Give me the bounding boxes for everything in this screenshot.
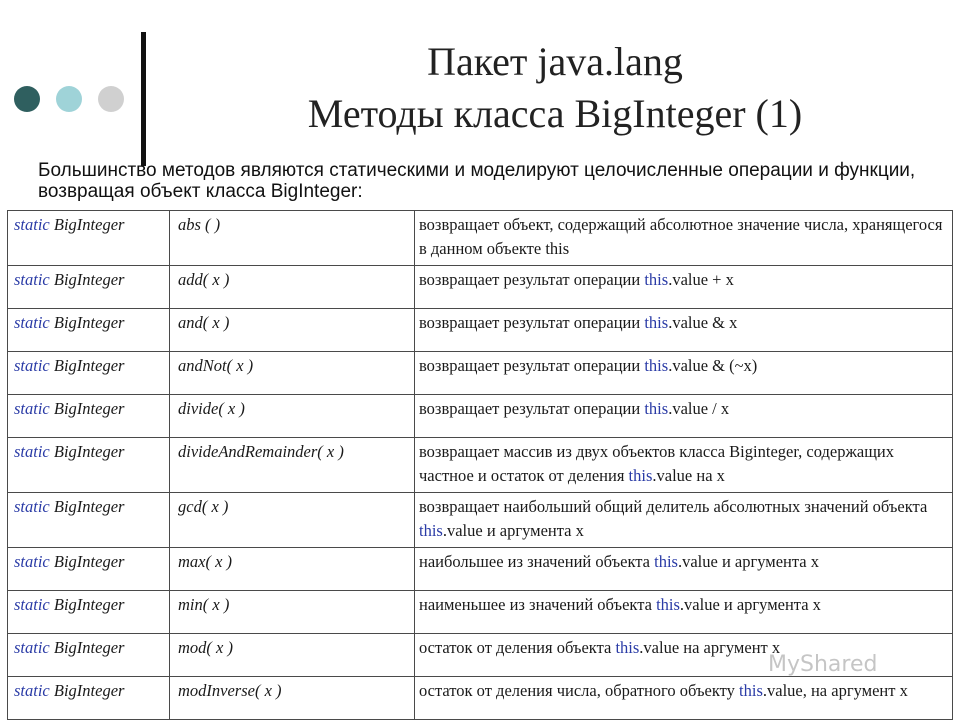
table-row bbox=[8, 677, 953, 720]
this-keyword: this bbox=[656, 595, 680, 614]
return-type-cell bbox=[8, 309, 170, 352]
table-row bbox=[8, 309, 953, 352]
description-cell bbox=[415, 548, 953, 591]
intro-text: Большинство методов являются статическими и моделируют целочисленные операции и функции, возвращая объект класса BigInteger: bbox=[38, 160, 916, 202]
static-keyword: static bbox=[14, 442, 50, 461]
this-keyword: this bbox=[628, 466, 653, 485]
return-type: BigInteger bbox=[53, 681, 125, 700]
description-tail: .value и аргумента x bbox=[677, 552, 819, 571]
this-keyword: this bbox=[644, 313, 669, 332]
table-row bbox=[8, 438, 953, 493]
method-cell: divideAndRemainder( x ) bbox=[170, 438, 415, 493]
return-type: BigInteger bbox=[53, 399, 125, 418]
return-type-cell bbox=[8, 438, 170, 493]
table-row bbox=[8, 266, 953, 309]
return-type-cell bbox=[8, 634, 170, 677]
return-type-cell bbox=[8, 493, 170, 548]
description-cell bbox=[415, 309, 953, 352]
description-cell bbox=[415, 438, 953, 493]
table-row bbox=[8, 548, 953, 591]
description-tail: .value & x bbox=[668, 313, 738, 332]
description-cell bbox=[415, 266, 953, 309]
static-keyword: static bbox=[14, 270, 50, 289]
this-keyword: this bbox=[739, 681, 763, 700]
return-type: BigInteger bbox=[53, 313, 125, 332]
description-text: возвращает массив из двух объектов класса Biginteger, содержащих частное и остаток от деления bbox=[419, 442, 894, 485]
return-type: BigInteger bbox=[53, 638, 125, 657]
description-cell bbox=[415, 395, 953, 438]
static-keyword: static bbox=[14, 399, 50, 418]
description-tail: .value / x bbox=[668, 399, 730, 418]
return-type-cell bbox=[8, 266, 170, 309]
return-type-cell bbox=[8, 352, 170, 395]
description-tail: .value и аргумента x bbox=[679, 595, 821, 614]
this-keyword: this bbox=[644, 356, 669, 375]
description-tail: .value на аргумент x bbox=[639, 638, 781, 657]
description-cell bbox=[415, 591, 953, 634]
method-cell: modInverse( x ) bbox=[170, 677, 415, 720]
return-type: BigInteger bbox=[53, 552, 125, 571]
return-type-cell bbox=[8, 591, 170, 634]
description-text: возвращает результат операции bbox=[419, 399, 645, 418]
description-tail: .value + x bbox=[668, 270, 734, 289]
description-tail: .value & (~x) bbox=[668, 356, 758, 375]
method-cell: add( x ) bbox=[170, 266, 415, 309]
description-text: наибольшее из значений объекта bbox=[419, 552, 655, 571]
return-type-cell bbox=[8, 395, 170, 438]
static-keyword: static bbox=[14, 497, 50, 516]
method-cell: gcd( x ) bbox=[170, 493, 415, 548]
dot-light-blue bbox=[56, 86, 82, 112]
return-type-cell bbox=[8, 677, 170, 720]
return-type: BigInteger bbox=[53, 356, 125, 375]
method-cell: max( x ) bbox=[170, 548, 415, 591]
description-cell bbox=[415, 677, 953, 720]
return-type: BigInteger bbox=[53, 442, 125, 461]
description-text: наименьшее из значений объекта bbox=[419, 595, 657, 614]
method-cell: mod( x ) bbox=[170, 634, 415, 677]
this-keyword: this bbox=[615, 638, 640, 657]
description-cell bbox=[415, 211, 953, 266]
return-type: BigInteger bbox=[53, 497, 125, 516]
static-keyword: static bbox=[14, 681, 50, 700]
return-type: BigInteger bbox=[53, 215, 125, 234]
this-keyword: this bbox=[654, 552, 678, 571]
table-row bbox=[8, 211, 953, 266]
method-cell: and( x ) bbox=[170, 309, 415, 352]
description-cell bbox=[415, 352, 953, 395]
this-keyword: this bbox=[419, 521, 443, 540]
return-type-cell bbox=[8, 211, 170, 266]
method-cell: abs ( ) bbox=[170, 211, 415, 266]
title-line-1: Пакет java.lang bbox=[427, 39, 683, 84]
description-tail: .value на x bbox=[652, 466, 725, 485]
return-type: BigInteger bbox=[53, 595, 125, 614]
static-keyword: static bbox=[14, 356, 50, 375]
this-keyword: this bbox=[644, 399, 669, 418]
dot-grey bbox=[98, 86, 124, 112]
table-row bbox=[8, 395, 953, 438]
static-keyword: static bbox=[14, 215, 50, 234]
this-keyword: this bbox=[644, 270, 669, 289]
method-cell: min( x ) bbox=[170, 591, 415, 634]
static-keyword: static bbox=[14, 552, 50, 571]
description-text: возвращает объект, содержащий абсолютное значение числа, хранящегося в данном объекте this bbox=[419, 215, 943, 258]
methods-table bbox=[7, 210, 953, 720]
watermark: MyShared bbox=[768, 652, 878, 677]
title-divider bbox=[141, 32, 146, 166]
description-tail: .value, на аргумент x bbox=[762, 681, 908, 700]
slide-title bbox=[150, 36, 960, 140]
dot-dark bbox=[14, 86, 40, 112]
static-keyword: static bbox=[14, 638, 50, 657]
static-keyword: static bbox=[14, 595, 50, 614]
description-text: остаток от деления числа, обратного объекту bbox=[419, 681, 740, 700]
table-row bbox=[8, 352, 953, 395]
return-type: BigInteger bbox=[53, 270, 125, 289]
description-text: возвращает результат операции bbox=[419, 270, 645, 289]
description-text: возвращает наибольший общий делитель абсолютных значений объекта bbox=[419, 497, 928, 516]
table-row bbox=[8, 493, 953, 548]
title-line-2: Методы класса BigInteger (1) bbox=[307, 91, 803, 136]
table-row bbox=[8, 591, 953, 634]
description-tail: .value и аргумента x bbox=[442, 521, 584, 540]
description-text: возвращает результат операции bbox=[419, 356, 645, 375]
return-type-cell bbox=[8, 548, 170, 591]
description-text: возвращает результат операции bbox=[419, 313, 645, 332]
description-cell bbox=[415, 493, 953, 548]
decorative-dots bbox=[14, 86, 124, 114]
method-cell: andNot( x ) bbox=[170, 352, 415, 395]
static-keyword: static bbox=[14, 313, 50, 332]
method-cell: divide( x ) bbox=[170, 395, 415, 438]
description-text: остаток от деления объекта bbox=[419, 638, 616, 657]
